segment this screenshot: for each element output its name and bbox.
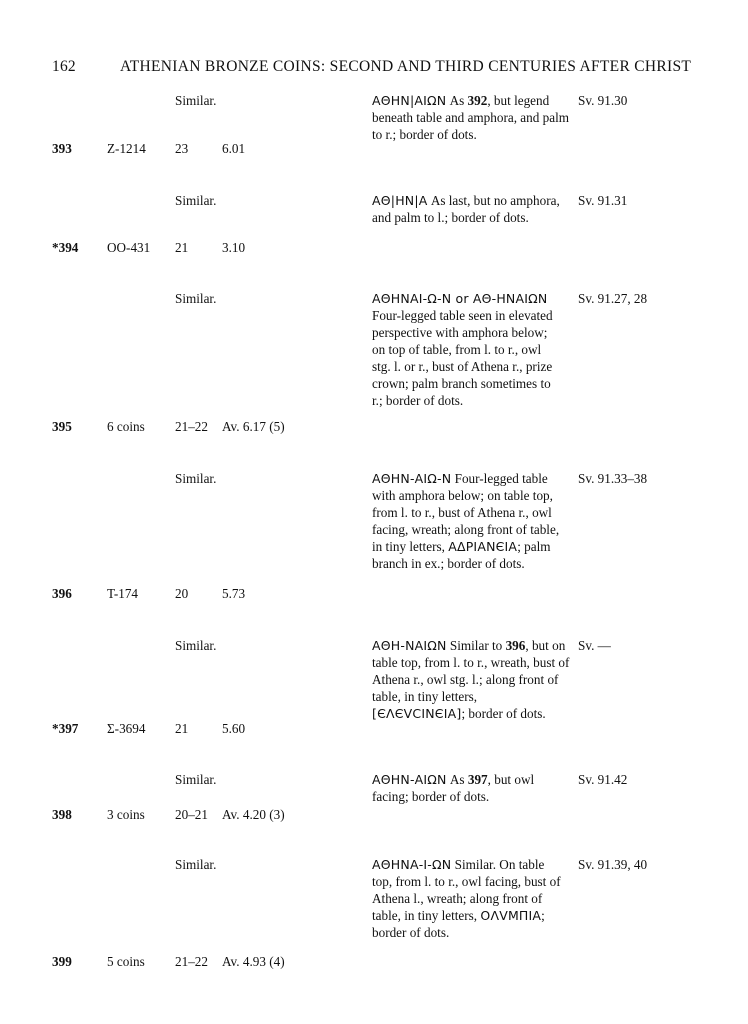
catalog-number: *397 bbox=[52, 721, 79, 736]
inventory-number: Σ-3694 bbox=[107, 721, 146, 736]
diameter: 21 bbox=[175, 240, 189, 255]
obverse-text: Similar. bbox=[175, 471, 217, 486]
svoronos-reference: Sv. 91.31 bbox=[578, 193, 628, 208]
obverse-text: Similar. bbox=[175, 193, 217, 208]
obverse-text: Similar. bbox=[175, 291, 217, 306]
catalog-number: *394 bbox=[52, 240, 79, 255]
greek-legend: ΑΘΗ-ΝΑΙΩΝ bbox=[372, 638, 447, 653]
desc-text: Similar. On table top, from l. to r., owl facing, bust of Athena l., wreath; along front of table, in tiny letters, bbox=[372, 857, 561, 923]
obverse-text: Similar. bbox=[175, 638, 217, 653]
desc-text: , but owl facing; border of dots. bbox=[372, 772, 535, 804]
greek-legend: ΑΘΗΝ-ΑΙΩΝ bbox=[372, 772, 447, 787]
svoronos-reference: Sv. 91.33–38 bbox=[578, 471, 648, 486]
reverse-description bbox=[372, 470, 564, 572]
reverse-description bbox=[372, 856, 562, 941]
diameter: 23 bbox=[175, 141, 189, 156]
reverse-description bbox=[372, 290, 562, 409]
weight: 6.01 bbox=[222, 141, 246, 156]
desc-text: ; border of dots. bbox=[372, 908, 545, 940]
diameter: 20 bbox=[175, 586, 189, 601]
cross-reference: 392 bbox=[467, 93, 488, 108]
catalog-number: 399 bbox=[52, 954, 72, 969]
weight: Av. 4.93 (4) bbox=[222, 954, 285, 969]
weight: Av. 6.17 (5) bbox=[222, 419, 285, 434]
inventory-number: OO-431 bbox=[107, 240, 151, 255]
svoronos-reference: Sv. 91.30 bbox=[578, 93, 628, 108]
desc-text: , but on table top, from l. to r., wreath, bust of Athena r., owl stg. l.; along front of table, in tiny letters, bbox=[372, 638, 570, 704]
weight: 3.10 bbox=[222, 240, 246, 255]
inventory-number: Z-1214 bbox=[107, 141, 146, 156]
obverse-text: Similar. bbox=[175, 857, 217, 872]
desc-text: Similar to bbox=[446, 638, 506, 653]
running-head: ATHENIAN BRONZE COINS: SECOND AND THIRD CENTURIES AFTER CHRIST bbox=[120, 58, 692, 75]
inventory-number: 5 coins bbox=[107, 954, 145, 969]
catalog-number: 393 bbox=[52, 141, 72, 156]
obverse-text: Similar. bbox=[175, 772, 217, 787]
greek-legend: ΑΘ|ΗΝ|Α bbox=[372, 193, 428, 208]
diameter: 20–21 bbox=[175, 807, 208, 822]
greek-legend: [ЄΛЄVCINЄΙΑ] bbox=[372, 706, 462, 721]
svoronos-reference: Sv. 91.42 bbox=[578, 772, 628, 787]
desc-text: ; palm branch in ex.; border of dots. bbox=[372, 539, 551, 571]
svoronos-reference: Sv. — bbox=[578, 638, 611, 653]
catalog-number: 398 bbox=[52, 807, 72, 822]
reverse-description bbox=[372, 637, 572, 722]
reverse-description bbox=[372, 192, 567, 226]
catalog-number: 396 bbox=[52, 586, 72, 601]
desc-text: As bbox=[446, 93, 468, 108]
weight: Av. 4.20 (3) bbox=[222, 807, 285, 822]
svoronos-reference: Sv. 91.39, 40 bbox=[578, 857, 648, 872]
greek-legend: ΑΘΗΝΑ-Ι-ΩΝ bbox=[372, 857, 452, 872]
greek-legend: ΟΛVΜΠΙΑ bbox=[480, 908, 542, 923]
cross-reference: 396 bbox=[505, 638, 526, 653]
diameter: 21–22 bbox=[175, 954, 208, 969]
desc-text: , but legend beneath table and amphora, and palm to r.; border of dots. bbox=[372, 93, 570, 142]
greek-legend: ΑΘΗΝ-ΑΙΩ-Ν bbox=[372, 471, 452, 486]
reverse-description bbox=[372, 771, 572, 805]
greek-legend: ΑΘΗΝ|ΑΙΩΝ bbox=[372, 93, 447, 108]
desc-text: Four-legged table with amphora below; on table top, from l. to r., bust of Athena r., owl facing, wreath; along front of table, in tiny letters, bbox=[372, 471, 560, 554]
cross-reference: 397 bbox=[467, 772, 488, 787]
diameter: 21 bbox=[175, 721, 189, 736]
weight: 5.60 bbox=[222, 721, 246, 736]
inventory-number: 6 coins bbox=[107, 419, 145, 434]
diameter: 21–22 bbox=[175, 419, 208, 434]
desc-text: ; border of dots. bbox=[461, 706, 546, 721]
desc-text: As bbox=[446, 772, 468, 787]
greek-legend: ΑΘΗΝΑΙ-Ω-Ν or ΑΘ-ΗΝΑΙΩΝ bbox=[372, 291, 548, 306]
greek-legend: ΑΔΡΙΑΝЄΙΑ bbox=[448, 539, 518, 554]
obverse-text: Similar. bbox=[175, 93, 217, 108]
desc-text: Four-legged table seen in elevated perspective with amphora below; on top of table, from l. to r., owl stg. l. or r., bust of Athena r., prize crown; palm branch sometimes to r.; border of dots. bbox=[372, 308, 553, 408]
inventory-number: 3 coins bbox=[107, 807, 145, 822]
page-number: 162 bbox=[52, 58, 76, 75]
weight: 5.73 bbox=[222, 586, 246, 601]
inventory-number: T-174 bbox=[107, 586, 139, 601]
desc-text: As last, but no amphora, and palm to l.; border of dots. bbox=[372, 193, 560, 225]
reverse-description bbox=[372, 92, 572, 143]
catalog-number: 395 bbox=[52, 419, 72, 434]
svoronos-reference: Sv. 91.27, 28 bbox=[578, 291, 648, 306]
